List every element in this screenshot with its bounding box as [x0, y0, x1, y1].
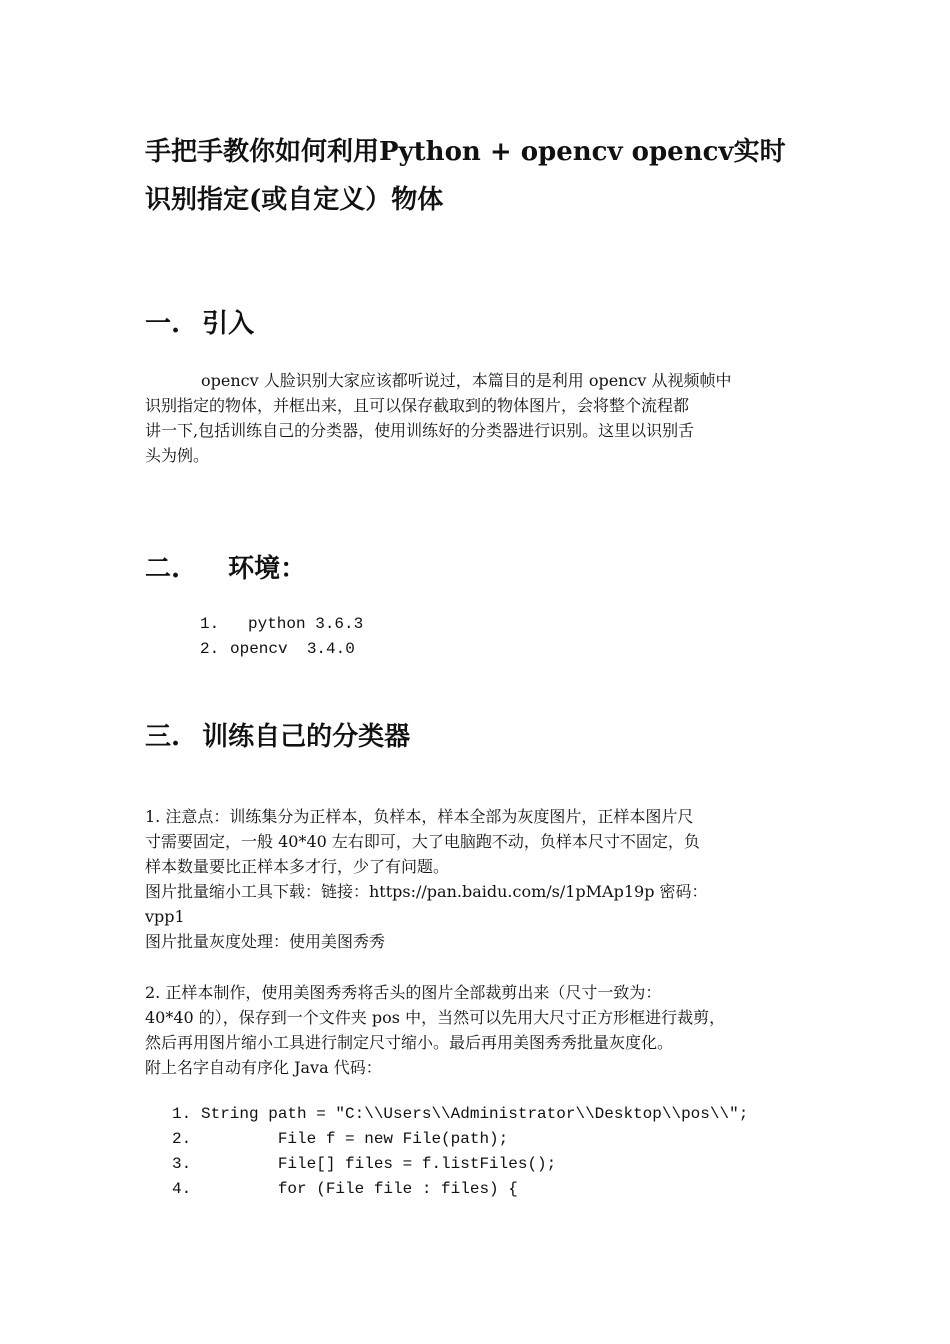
title-line-2: 识别指定(或自定义）物体	[145, 185, 444, 215]
code-line: File f = new File(path);	[201, 1130, 509, 1148]
section-number: 一.	[145, 309, 181, 339]
env-item-text: opencv 3.4.0	[230, 640, 355, 658]
paragraph-line: 40*40 的），保存到一个文件夹 pos 中，当然可以先用大尺寸正方形框进行裁剪，	[145, 1008, 726, 1027]
section-heading-env	[145, 548, 306, 585]
section-number: 三.	[145, 722, 181, 752]
train-paragraph-2	[145, 980, 835, 1080]
paragraph-line: 讲一下,包括训练自己的分类器，使用训练好的分类器进行识别。这里以识别舌	[145, 421, 695, 440]
env-item-number: 1.	[200, 615, 220, 633]
section-heading-train	[145, 716, 410, 753]
paragraph-line: opencv 人脸识别大家应该都听说过，本篇目的是利用 opencv 从视频帧中	[201, 371, 732, 390]
title-line-1: 手把手教你如何利用Python + opencv opencv实时	[145, 137, 786, 167]
paragraph-line: 寸需要固定，一般 40*40 左右即可，大了电脑跑不动，负样本尺寸不固定，负	[145, 832, 700, 851]
paragraph-line: 然后再用图片缩小工具进行制定尺寸缩小。最后再用美图秀秀批量灰度化。	[145, 1033, 674, 1052]
intro-paragraph	[145, 368, 815, 468]
paragraph-line: 图片批量灰度处理：使用美图秀秀	[145, 932, 386, 951]
paragraph-line: 图片批量缩小工具下载：链接：https://pan.baidu.com/s/1pMAp19p 密码：	[145, 882, 708, 901]
document-title	[145, 128, 825, 224]
code-line-number: 1.	[172, 1105, 192, 1123]
section-label: 环境：	[228, 554, 307, 584]
paragraph-line: 附上名字自动有序化 Java 代码：	[145, 1058, 382, 1077]
section-heading-intro	[145, 303, 254, 340]
paragraph-line: 样本数量要比正样本多才行，少了有问题。	[145, 857, 450, 876]
env-item-text: python 3.6.3	[248, 615, 364, 633]
section-number: 二.	[145, 554, 181, 584]
code-line-number: 3.	[172, 1155, 192, 1173]
code-line: String path = "C:\\Users\\Administrator\\Desktop\\pos\\";	[201, 1105, 749, 1123]
code-line: for (File file : files) {	[201, 1180, 518, 1198]
section-label: 训练自己的分类器	[202, 722, 411, 752]
code-line: File[] files = f.listFiles();	[201, 1155, 557, 1173]
train-paragraph-1	[145, 804, 815, 954]
env-item-number: 2.	[200, 640, 220, 658]
paragraph-line: vpp1	[145, 907, 185, 926]
code-line-number: 4.	[172, 1180, 192, 1198]
section-label: 引入	[202, 309, 255, 339]
paragraph-line: 1. 注意点：训练集分为正样本，负样本，样本全部为灰度图片，正样本图片尺	[145, 807, 694, 826]
paragraph-line: 头为例。	[145, 446, 210, 465]
paragraph-line: 2. 正样本制作，使用美图秀秀将舌头的图片全部裁剪出来（尺寸一致为：	[145, 983, 662, 1002]
paragraph-line: 识别指定的物体，并框出来，且可以保存截取到的物体图片，会将整个流程都	[145, 396, 690, 415]
code-line-number: 2.	[172, 1130, 192, 1148]
